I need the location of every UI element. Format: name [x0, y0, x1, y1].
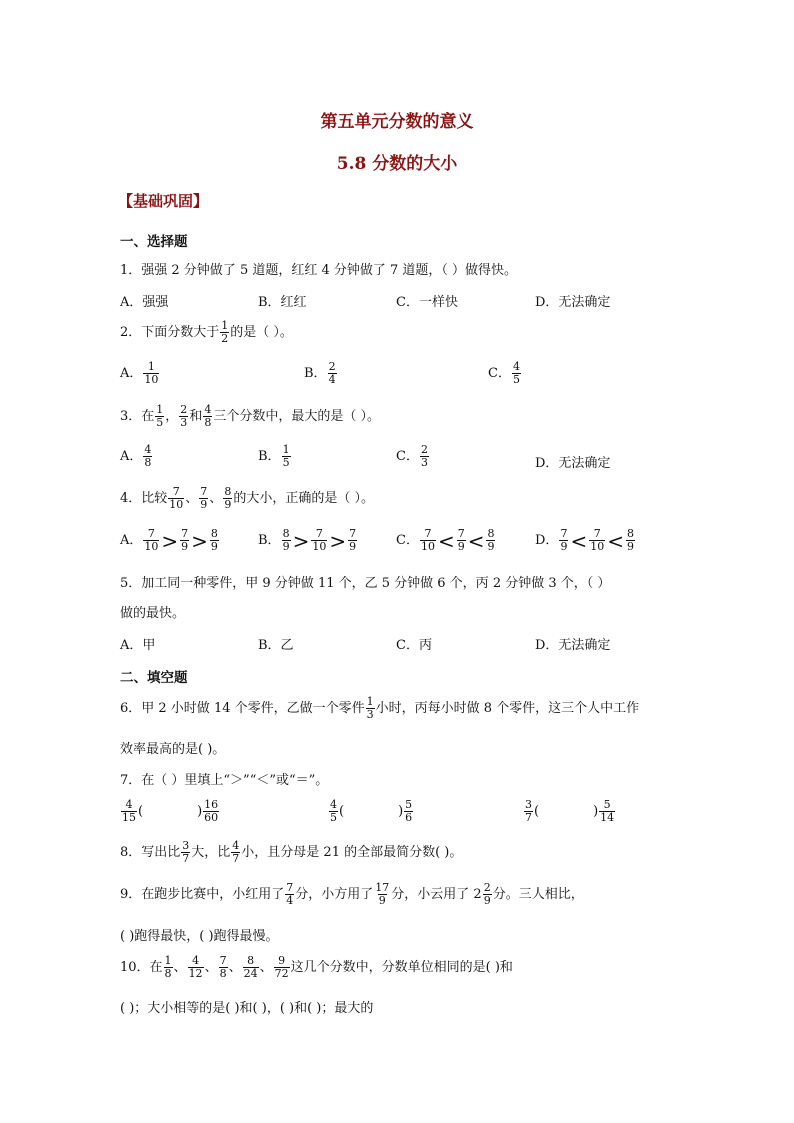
numerator: 4: [192, 954, 200, 967]
question-5-line-1: 5．加工同一种零件，甲 9 分钟做 11 个，乙 5 分钟做 6 个，丙 2 分钟做 3 个，（ ）: [120, 576, 611, 591]
q3-option-c[interactable]: [396, 444, 430, 469]
fraction: [328, 361, 337, 386]
q6-text-pre: 6．甲 2 小时做 14 个零件，乙做一个零件: [120, 701, 365, 716]
denominator: 5: [512, 373, 520, 386]
numerator: 5: [603, 798, 611, 811]
numerator: 16: [204, 798, 219, 811]
q9-text-pre: 9．在跑步比赛中，小红用了: [120, 887, 285, 902]
numerator: 4: [512, 360, 520, 373]
question-5-line-2: 做的最快。: [120, 606, 186, 621]
numerator: 4: [232, 839, 240, 852]
q4-sep: 、: [185, 491, 199, 506]
numerator: 7: [181, 527, 189, 540]
greater-than-sign: >: [292, 528, 310, 553]
option-label: C．: [396, 533, 419, 548]
fraction: [231, 840, 240, 865]
denominator: 9: [282, 540, 290, 553]
section-fill-heading: 二、填空题: [120, 670, 188, 686]
fraction: [282, 444, 291, 469]
denominator: 5: [282, 456, 290, 469]
q3-option-a[interactable]: [120, 444, 153, 469]
numerator: 2: [420, 443, 428, 456]
question-10-line-2: ( )；大小相等的是( )和( )，( )和( )；最大的: [120, 1001, 374, 1016]
numerator: 2: [483, 881, 491, 894]
q10-sep: 、: [259, 960, 273, 975]
fraction: [203, 404, 212, 429]
greater-than-sign: >: [329, 528, 347, 553]
q4-option-c[interactable]: [396, 528, 496, 553]
denominator: 9: [181, 540, 189, 553]
numerator: 1: [221, 319, 229, 332]
q9-text-post: 分。三人相比，: [492, 887, 584, 902]
fraction: [179, 404, 188, 429]
fraction: [121, 799, 137, 824]
fraction: [285, 882, 294, 907]
denominator: 24: [243, 967, 258, 980]
question-6: [120, 696, 639, 721]
denominator: 14: [600, 811, 615, 824]
question-8: [120, 840, 462, 865]
fraction: [164, 955, 173, 980]
question-1: [120, 259, 517, 278]
option-label: A．: [120, 366, 143, 381]
q10-sep: 、: [173, 960, 187, 975]
numerator: 3: [182, 839, 190, 852]
denominator: 10: [169, 498, 184, 511]
denominator: 10: [312, 540, 327, 553]
denominator: 6: [405, 811, 413, 824]
denominator: 2: [221, 332, 229, 345]
numerator: 2: [180, 403, 188, 416]
numerator: 7: [457, 527, 465, 540]
denominator: 12: [188, 967, 203, 980]
denominator: 9: [210, 540, 218, 553]
q1-option-c[interactable]: C．一样快: [396, 295, 458, 310]
fraction: [366, 696, 375, 721]
q2-option-c[interactable]: [488, 361, 522, 386]
q10-sep: 、: [228, 960, 242, 975]
numerator: 7: [315, 527, 323, 540]
fraction: [188, 955, 204, 980]
question-3: [120, 404, 380, 429]
denominator: 8: [204, 416, 212, 429]
denominator: 9: [487, 540, 495, 553]
denominator: 9: [349, 540, 357, 553]
fraction: [420, 444, 429, 469]
numerator: 7: [147, 527, 155, 540]
page-title: 第五单元分数的意义: [320, 112, 474, 132]
less-than-sign: <: [437, 528, 455, 553]
numerator: 7: [200, 485, 208, 498]
fraction: [524, 799, 533, 824]
q10-text-pre: 10．在: [120, 960, 163, 975]
question-2: [120, 320, 293, 345]
fraction: [486, 528, 495, 553]
q3-and: 和: [189, 409, 203, 424]
numerator: 1: [156, 403, 164, 416]
q5-option-b[interactable]: B．乙: [258, 638, 294, 653]
q3-text-pre: 3．在: [120, 409, 155, 424]
q2-text-pre: 2．下面分数大于: [120, 325, 220, 340]
denominator: 60: [204, 811, 219, 824]
numerator: 1: [366, 695, 374, 708]
option-label: B．: [304, 366, 327, 381]
denominator: 10: [144, 540, 159, 553]
numerator: 8: [487, 527, 495, 540]
answer-blank-close[interactable]: ): [398, 804, 404, 819]
question-9: [120, 882, 584, 907]
numerator: 4: [204, 403, 212, 416]
q1-option-d[interactable]: D．无法确定: [535, 295, 611, 310]
q3-option-d[interactable]: D．无法确定: [535, 456, 611, 471]
numerator: 1: [282, 443, 290, 456]
fraction: [483, 882, 492, 907]
numerator: 2: [328, 360, 336, 373]
denominator: 7: [525, 811, 532, 824]
q2-option-b[interactable]: [304, 361, 338, 386]
answer-blank-open[interactable]: (: [339, 804, 345, 819]
denominator: 9: [378, 894, 386, 907]
denominator: 10: [144, 373, 159, 386]
q5-option-d[interactable]: D．无法确定: [535, 638, 611, 653]
fraction: [143, 528, 159, 553]
numerator: 17: [375, 881, 390, 894]
q4-option-a[interactable]: [120, 528, 220, 553]
denominator: 9: [224, 498, 232, 511]
q2-text-post: 的是（ ）。: [230, 325, 293, 340]
numerator: 7: [219, 954, 227, 967]
fraction: [181, 840, 190, 865]
denominator: 4: [328, 373, 336, 386]
numerator: 7: [172, 485, 180, 498]
fraction: [274, 955, 290, 980]
numerator: 8: [210, 527, 218, 540]
question-7: 7．在（ ）里填上“＞”“＜”或“＝”。: [120, 773, 329, 788]
denominator: 8: [219, 967, 227, 980]
denominator: 3: [366, 708, 374, 721]
fraction: [155, 404, 164, 429]
denominator: 9: [483, 894, 491, 907]
q3-sep: ，: [165, 409, 179, 424]
q8-text-post: 小，且分母是 21 的全部最简分数( )。: [241, 845, 463, 860]
less-than-sign: <: [607, 528, 624, 553]
denominator: 9: [457, 540, 465, 553]
numerator: 5: [405, 798, 413, 811]
denominator: 8: [164, 967, 172, 980]
q2-option-a[interactable]: [120, 361, 160, 386]
fraction: [404, 799, 413, 824]
question-10: [120, 955, 513, 980]
numerator: 1: [164, 954, 172, 967]
numerator: 1: [147, 360, 155, 373]
denominator: 7: [232, 852, 240, 865]
fraction: [143, 444, 152, 469]
denominator: 5: [330, 811, 337, 824]
denominator: 7: [182, 852, 190, 865]
fraction: [223, 486, 232, 511]
numerator: 4: [330, 798, 337, 811]
fraction: [282, 528, 291, 553]
q1-option-a[interactable]: A．强强: [120, 295, 169, 310]
fraction: [219, 955, 228, 980]
fraction: [348, 528, 357, 553]
answer-blank-close[interactable]: ): [593, 804, 599, 819]
denominator: 9: [200, 498, 208, 511]
q8-text-pre: 8．写出比: [120, 845, 181, 860]
section-choice-heading: 一、选择题: [120, 234, 188, 250]
answer-blank-open[interactable]: (: [534, 804, 540, 819]
numerator: 8: [626, 527, 634, 540]
fraction: [329, 799, 338, 824]
greater-than-sign: >: [161, 528, 179, 553]
numerator: 4: [125, 798, 133, 811]
denominator: 3: [180, 416, 188, 429]
q7-pair-3: [523, 799, 616, 824]
numerator: 8: [282, 527, 290, 540]
denominator: 15: [122, 811, 136, 824]
q3-text-post: 三个分数中，最大的是（ ）。: [213, 409, 380, 424]
fraction: [203, 799, 219, 824]
option-label: A．: [120, 533, 143, 548]
q6-text-post: 小时，丙每小时做 8 个零件，这三个人中工作: [375, 701, 640, 716]
fraction: [199, 486, 208, 511]
numerator: 7: [593, 527, 601, 540]
fraction: [589, 528, 605, 553]
numerator: 9: [278, 954, 286, 967]
numerator: 4: [144, 443, 152, 456]
q10-text-post: 这几个分数中，分数单位相同的是( )和: [290, 960, 513, 975]
question-1-text: 1．强强 2 分钟做了 5 道题，红红 4 分钟做了 7 道题，（ ）做得快。: [120, 263, 518, 278]
q5-option-a[interactable]: A．甲: [120, 638, 156, 653]
numerator: 3: [525, 798, 532, 811]
section-tag: 【基础巩固】: [118, 192, 209, 210]
fraction: [143, 361, 159, 386]
fraction: [457, 528, 466, 553]
option-label: B．: [258, 449, 281, 464]
option-label: C．: [396, 449, 419, 464]
q10-sep: 、: [204, 960, 218, 975]
fraction: [374, 882, 390, 907]
page-subtitle: 5.8 分数的大小: [336, 154, 458, 174]
fraction: [311, 528, 327, 553]
answer-blank-close[interactable]: ): [197, 804, 203, 819]
q9-text-mid2: 分，小云用了 2: [391, 887, 482, 902]
option-label: D．: [535, 533, 559, 548]
numerator: 8: [247, 954, 255, 967]
q9-text-mid1: 分，小方用了: [295, 887, 374, 902]
fraction: [168, 486, 184, 511]
denominator: 10: [420, 540, 435, 553]
q4-text-post: 的大小，正确的是（ ）。: [233, 491, 374, 506]
fraction: [599, 799, 615, 824]
q1-option-b[interactable]: B．红红: [258, 295, 307, 310]
fraction: [180, 528, 189, 553]
denominator: 72: [274, 967, 289, 980]
question-6-line-2: 效率最高的是( )。: [120, 742, 226, 757]
q4-option-b[interactable]: [258, 528, 358, 553]
fraction: [420, 528, 436, 553]
denominator: 8: [144, 456, 152, 469]
q4-text-pre: 4．比较: [120, 491, 168, 506]
numerator: 7: [349, 527, 357, 540]
answer-blank-open[interactable]: (: [138, 804, 144, 819]
numerator: 7: [424, 527, 432, 540]
denominator: 5: [156, 416, 164, 429]
fraction: [210, 528, 219, 553]
fraction: [243, 955, 259, 980]
numerator: 7: [286, 881, 294, 894]
denominator: 3: [420, 456, 428, 469]
fraction: [626, 528, 635, 553]
q7-pair-2: [328, 799, 414, 824]
q5-option-c[interactable]: C．丙: [396, 638, 432, 653]
q4-option-d[interactable]: [535, 528, 636, 553]
q8-text-mid: 大，比: [191, 845, 231, 860]
less-than-sign: <: [570, 528, 588, 553]
question-4: [120, 486, 374, 511]
option-label: C．: [488, 366, 511, 381]
fraction: [559, 528, 568, 553]
denominator: 10: [590, 540, 605, 553]
denominator: 4: [286, 894, 294, 907]
numerator: 8: [224, 485, 232, 498]
q4-sep: 、: [209, 491, 223, 506]
option-label: B．: [258, 533, 281, 548]
fraction: [220, 320, 229, 345]
denominator: 9: [560, 540, 568, 553]
denominator: 9: [626, 540, 634, 553]
fraction: [512, 361, 521, 386]
q3-option-b[interactable]: [258, 444, 292, 469]
option-label: A．: [120, 449, 143, 464]
q7-pair-1: [120, 799, 220, 824]
greater-than-sign: >: [191, 528, 208, 553]
question-9-line-2: ( )跑得最快，( )跑得最慢。: [120, 929, 279, 944]
less-than-sign: <: [467, 528, 485, 553]
numerator: 7: [560, 527, 568, 540]
